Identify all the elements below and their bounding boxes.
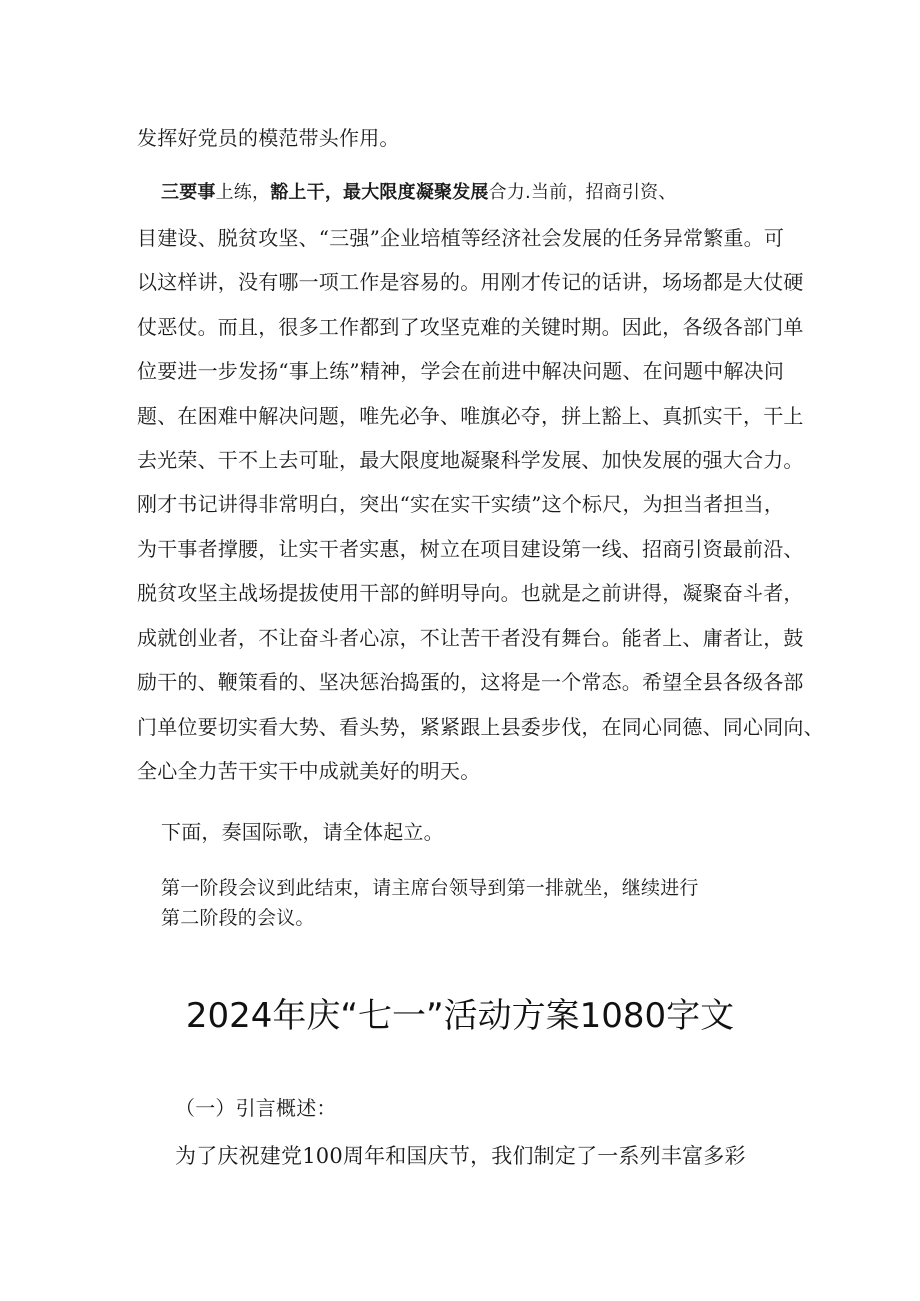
paragraph-line: 门单位要切实看大势、看头势，紧紧跟上县委步伐，在同心同德、同心同向、 bbox=[137, 715, 824, 739]
heading-normal-text: 上练， bbox=[215, 182, 271, 203]
paragraph-line: 脱贫攻坚主战场提拔使用干部的鲜明导向。也就是之前讲得，凝聚奋斗者， bbox=[137, 581, 804, 605]
paragraph-line: 第一阶段会议到此结束，请主席台领导到第一排就坐，继续进行 bbox=[161, 877, 699, 899]
paragraph-line: 为干事者撑腰，让实干者实惠，树立在项目建设第一线、招商引资最前沿、 bbox=[137, 537, 804, 561]
paragraph-line: 位要进一步发扬“事上练”精神，学会在前进中解决问题、在问题中解决问 bbox=[137, 359, 785, 383]
heading-bold-text: 最大限度凝聚发展 bbox=[343, 182, 489, 203]
paragraph-line: 励干的、鞭策看的、坚决惩治捣蛋的，这将是一个常态。希望全县各级各部 bbox=[137, 670, 804, 694]
heading-bold-text: 三要事 bbox=[161, 182, 216, 203]
paragraph-line: 成就创业者，不让奋斗者心凉，不让苦干者没有舞台。能者上、庸者让，鼓 bbox=[137, 626, 804, 650]
document-title: 2024年庆“七一”活动方案1080字文 bbox=[185, 996, 735, 1036]
paragraph-line: 刚才书记讲得非常明白，突出“实在实干实绩”这个标尺，为担当者担当， bbox=[137, 492, 785, 516]
paragraph-line: 目建设、脱贫攻坚、“三强”企业培植等经济社会发展的任务异常繁重。可 bbox=[137, 226, 785, 250]
heading-normal-text: 合力.当前，招商引资、 bbox=[488, 182, 677, 203]
heading-bold-text: 豁上干， bbox=[270, 182, 344, 203]
paragraph-line: 去光荣、干不上去可耻，最大限度地凝聚科学发展、加快发展的强大合力。 bbox=[137, 448, 804, 472]
paragraph-line: 全心全力苦干实干中成就美好的明天。 bbox=[137, 759, 481, 783]
paragraph-line: 下面，奏国际歌，请全体起立。 bbox=[161, 820, 444, 844]
paragraph-line: 题、在困难中解决问题，唯先必争、唯旗必夺，拼上豁上、真抓实干，干上 bbox=[137, 404, 804, 428]
paragraph-line: 为了庆祝建党100周年和国庆节，我们制定了一系列丰富多彩 bbox=[175, 1144, 746, 1168]
section-heading: （一）引言概述： bbox=[175, 1096, 337, 1120]
section-heading-line bbox=[161, 177, 677, 207]
paragraph-line: 第二阶段的会议。 bbox=[161, 907, 315, 929]
paragraph-line: 仗恶仗。而且，很多工作都到了攻坚克难的关键时期。因此，各级各部门单 bbox=[137, 315, 804, 339]
paragraph-line: 发挥好党员的模范带头作用。 bbox=[137, 126, 400, 150]
paragraph-line: 以这样讲，没有哪一项工作是容易的。用刚才传记的话讲，场场都是大仗硬 bbox=[137, 270, 804, 294]
